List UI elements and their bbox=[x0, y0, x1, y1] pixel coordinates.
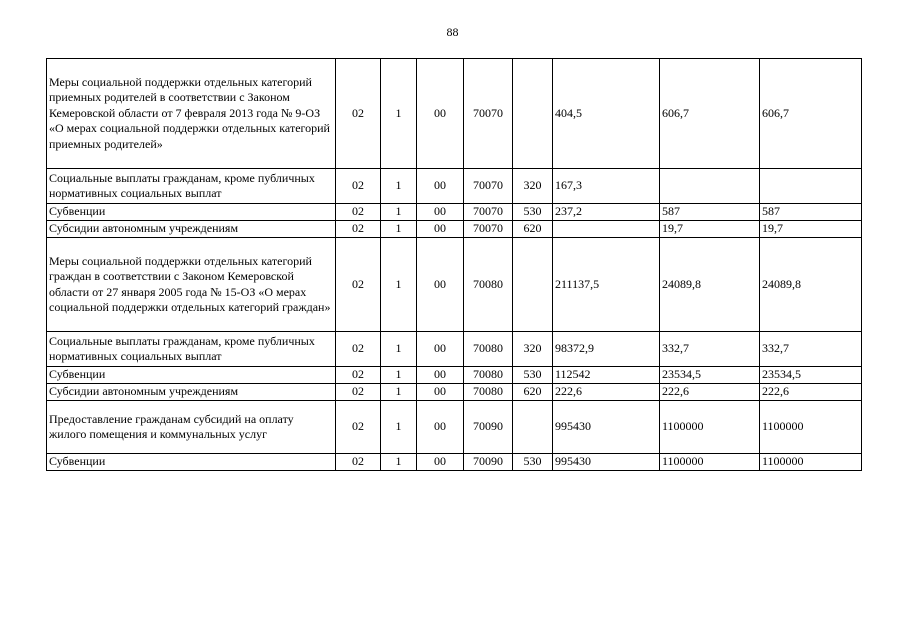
cell-expense-type: 530 bbox=[513, 454, 553, 471]
cell-om: 00 bbox=[417, 169, 464, 204]
cell-om: 00 bbox=[417, 59, 464, 169]
cell-om: 00 bbox=[417, 204, 464, 221]
cell-year3: 1100000 bbox=[760, 454, 862, 471]
table-row bbox=[47, 59, 862, 169]
cell-direction: 70070 bbox=[464, 59, 513, 169]
cell-gp: 02 bbox=[336, 204, 381, 221]
cell-year2 bbox=[660, 169, 760, 204]
table-row bbox=[47, 332, 862, 367]
cell-expense-type bbox=[513, 401, 553, 454]
cell-year1: 995430 bbox=[553, 401, 660, 454]
cell-year2: 23534,5 bbox=[660, 367, 760, 384]
cell-year3: 23534,5 bbox=[760, 367, 862, 384]
row-name: Субсидии автономным учреждениям bbox=[47, 384, 336, 401]
table-row bbox=[47, 204, 862, 221]
cell-gp: 02 bbox=[336, 384, 381, 401]
cell-year2: 587 bbox=[660, 204, 760, 221]
row-name: Социальные выплаты гражданам, кроме публичных нормативных социальных выплат bbox=[47, 332, 336, 367]
cell-gp: 02 bbox=[336, 221, 381, 238]
cell-year3: 587 bbox=[760, 204, 862, 221]
cell-year1: 995430 bbox=[553, 454, 660, 471]
table-row bbox=[47, 384, 862, 401]
cell-year2: 1100000 bbox=[660, 454, 760, 471]
table-row bbox=[47, 221, 862, 238]
cell-gp: 02 bbox=[336, 332, 381, 367]
table-row bbox=[47, 401, 862, 454]
cell-pp: 1 bbox=[381, 221, 417, 238]
cell-year3: 1100000 bbox=[760, 401, 862, 454]
cell-year2: 24089,8 bbox=[660, 238, 760, 332]
cell-year1: 211137,5 bbox=[553, 238, 660, 332]
cell-pp: 1 bbox=[381, 169, 417, 204]
cell-year3: 222,6 bbox=[760, 384, 862, 401]
cell-pp: 1 bbox=[381, 367, 417, 384]
row-name: Социальные выплаты гражданам, кроме публичных нормативных социальных выплат bbox=[47, 169, 336, 204]
cell-pp: 1 bbox=[381, 401, 417, 454]
cell-direction: 70070 bbox=[464, 169, 513, 204]
cell-year3: 24089,8 bbox=[760, 238, 862, 332]
cell-om: 00 bbox=[417, 332, 464, 367]
cell-gp: 02 bbox=[336, 454, 381, 471]
cell-om: 00 bbox=[417, 367, 464, 384]
table-row bbox=[47, 238, 862, 332]
cell-direction: 70080 bbox=[464, 332, 513, 367]
cell-direction: 70080 bbox=[464, 238, 513, 332]
cell-expense-type: 530 bbox=[513, 367, 553, 384]
cell-om: 00 bbox=[417, 384, 464, 401]
table-row bbox=[47, 169, 862, 204]
cell-gp: 02 bbox=[336, 238, 381, 332]
cell-gp: 02 bbox=[336, 169, 381, 204]
cell-year2: 332,7 bbox=[660, 332, 760, 367]
row-name: Субвенции bbox=[47, 204, 336, 221]
cell-om: 00 bbox=[417, 221, 464, 238]
row-name: Меры социальной поддержки отдельных категорий граждан в соответствии с Законом Кемеровской области от 27 января 2005 года № 15-ОЗ «О мерах социальной поддержки отдельных категорий граждан» bbox=[47, 238, 336, 332]
cell-year3: 19,7 bbox=[760, 221, 862, 238]
cell-year1: 222,6 bbox=[553, 384, 660, 401]
cell-year2: 19,7 bbox=[660, 221, 760, 238]
row-name: Субвенции bbox=[47, 367, 336, 384]
cell-direction: 70090 bbox=[464, 454, 513, 471]
cell-gp: 02 bbox=[336, 401, 381, 454]
row-name: Субвенции bbox=[47, 454, 336, 471]
row-name: Субсидии автономным учреждениям bbox=[47, 221, 336, 238]
cell-year3: 606,7 bbox=[760, 59, 862, 169]
cell-year1: 112542 bbox=[553, 367, 660, 384]
cell-om: 00 bbox=[417, 454, 464, 471]
cell-pp: 1 bbox=[381, 59, 417, 169]
cell-om: 00 bbox=[417, 401, 464, 454]
cell-year2: 222,6 bbox=[660, 384, 760, 401]
budget-table bbox=[46, 58, 862, 471]
cell-gp: 02 bbox=[336, 367, 381, 384]
cell-year1: 98372,9 bbox=[553, 332, 660, 367]
cell-om: 00 bbox=[417, 238, 464, 332]
page-number: 88 bbox=[446, 25, 459, 39]
cell-year1: 404,5 bbox=[553, 59, 660, 169]
table-row bbox=[47, 454, 862, 471]
cell-expense-type: 320 bbox=[513, 169, 553, 204]
cell-year1: 167,3 bbox=[553, 169, 660, 204]
cell-expense-type bbox=[513, 238, 553, 332]
table-row bbox=[47, 367, 862, 384]
cell-year3 bbox=[760, 169, 862, 204]
cell-year1: 237,2 bbox=[553, 204, 660, 221]
cell-year2: 1100000 bbox=[660, 401, 760, 454]
row-name: Предоставление гражданам субсидий на оплату жилого помещения и коммунальных услуг bbox=[47, 401, 336, 454]
cell-direction: 70080 bbox=[464, 384, 513, 401]
cell-gp: 02 bbox=[336, 59, 381, 169]
cell-direction: 70070 bbox=[464, 204, 513, 221]
cell-year1 bbox=[553, 221, 660, 238]
cell-pp: 1 bbox=[381, 238, 417, 332]
cell-year2: 606,7 bbox=[660, 59, 760, 169]
cell-expense-type: 620 bbox=[513, 384, 553, 401]
cell-pp: 1 bbox=[381, 384, 417, 401]
cell-pp: 1 bbox=[381, 454, 417, 471]
cell-expense-type: 320 bbox=[513, 332, 553, 367]
row-name: Меры социальной поддержки отдельных категорий приемных родителей в соответствии с Законом Кемеровской области от 7 февраля 2013 года № 9-ОЗ «О мерах социальной поддержки отдельных категорий приемных родителей» bbox=[47, 59, 336, 169]
cell-expense-type: 530 bbox=[513, 204, 553, 221]
cell-direction: 70090 bbox=[464, 401, 513, 454]
cell-expense-type: 620 bbox=[513, 221, 553, 238]
cell-expense-type bbox=[513, 59, 553, 169]
cell-direction: 70070 bbox=[464, 221, 513, 238]
cell-pp: 1 bbox=[381, 204, 417, 221]
cell-year3: 332,7 bbox=[760, 332, 862, 367]
cell-pp: 1 bbox=[381, 332, 417, 367]
cell-direction: 70080 bbox=[464, 367, 513, 384]
